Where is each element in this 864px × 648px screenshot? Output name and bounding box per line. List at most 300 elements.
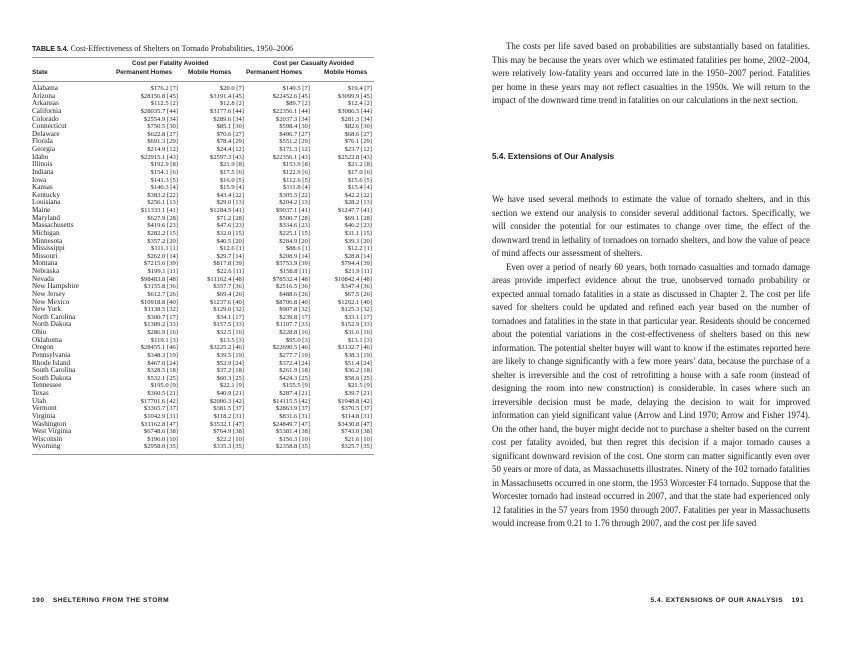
cell-casualty-permanent: $153.9 [8] — [282, 161, 310, 169]
cell-casualty-permanent: $500.7 [28] — [279, 214, 310, 222]
cell-state: South Carolina — [32, 366, 76, 375]
cell-casualty-mobile: $3099.9 [45] — [337, 92, 372, 100]
cell-state: California — [32, 106, 62, 115]
cell-fatality-permanent: $214.9 [12] — [147, 146, 178, 153]
cell-fatality-mobile: $32.5 [16] — [216, 329, 244, 336]
cell-fatality-mobile: $3532.1 [47] — [209, 420, 244, 428]
table-row — [32, 245, 374, 253]
cell-casualty-permanent: $5381.4 [38] — [275, 428, 310, 436]
col-header-fatality-mobile: Mobile Homes — [188, 69, 232, 76]
cell-casualty-permanent: $2037.3 [34] — [275, 115, 310, 123]
cell-casualty-mobile: $114.8 [31] — [341, 412, 372, 420]
cell-state: Kentucky — [32, 190, 60, 199]
cell-state: Louisiana — [32, 198, 61, 207]
cell-casualty-mobile: $17.0 [6] — [347, 168, 372, 176]
cell-fatality-mobile: $129.0 [32] — [213, 306, 244, 314]
table-row — [32, 100, 374, 108]
body-block-1 — [492, 40, 810, 108]
cell-state: New Mexico — [32, 297, 70, 306]
table-row — [32, 405, 374, 413]
cell-casualty-mobile: $39.7 [21] — [344, 390, 372, 397]
cell-casualty-permanent: $424.3 [25] — [279, 374, 310, 382]
cell-casualty-mobile: $58.6 [25] — [344, 374, 372, 382]
col-header-fatality-permanent: Permanent Homes — [116, 69, 173, 76]
cell-casualty-permanent: $22452.6 [45] — [272, 92, 310, 100]
section-heading: 5.4. Extensions of Our Analysis — [492, 152, 615, 161]
cell-casualty-permanent: $140.5 [7] — [282, 85, 310, 92]
cell-state: Iowa — [32, 175, 47, 184]
table-row — [32, 268, 374, 276]
cell-casualty-permanent: $496.7 [27] — [279, 130, 310, 138]
table-row — [32, 382, 374, 390]
cell-fatality-mobile: $15.9 [4] — [219, 184, 244, 192]
table-5-4 — [32, 44, 374, 455]
table-row — [32, 352, 374, 360]
group-header-casualty: Cost per Casualty Avoided — [273, 60, 354, 67]
cell-casualty-mobile: $33.1 [17] — [344, 313, 372, 321]
table-row — [32, 413, 374, 421]
cell-casualty-permanent: $155.5 [9] — [282, 382, 310, 390]
cell-casualty-mobile: $19.4 [7] — [347, 85, 372, 92]
cell-casualty-permanent: $9037.1 [41] — [275, 207, 310, 214]
cell-fatality-permanent: $195.0 [9] — [150, 382, 178, 390]
cell-fatality-mobile: $13.5 [3] — [219, 336, 244, 344]
cell-fatality-permanent: $111.1 [1] — [151, 245, 178, 253]
cell-fatality-permanent: $10918.8 [40] — [140, 298, 178, 306]
cell-casualty-permanent: $598.4 [30] — [279, 123, 310, 131]
cell-state: Mississippi — [32, 244, 65, 253]
cell-casualty-mobile: $67.5 [26] — [344, 290, 372, 298]
cell-fatality-permanent: $691.3 [29] — [147, 138, 178, 146]
table-row — [32, 230, 374, 238]
cell-state: Maryland — [32, 213, 60, 222]
cell-state: New York — [32, 305, 62, 314]
table-row — [32, 375, 374, 383]
table-row — [32, 421, 374, 429]
col-header-casualty-permanent: Permanent Homes — [246, 69, 303, 76]
cell-fatality-permanent: $192.9 [8] — [150, 161, 178, 169]
cell-casualty-mobile: $794.4 [39] — [341, 260, 372, 268]
cell-fatality-mobile: $43.4 [22] — [216, 191, 244, 199]
cell-fatality-permanent: $262.0 [14] — [147, 252, 178, 260]
cell-casualty-mobile: $325.7 [35] — [341, 443, 372, 451]
cell-fatality-permanent: $28156.8 [45] — [140, 92, 178, 100]
table-row — [32, 344, 374, 352]
cell-fatality-permanent: $622.8 [27] — [147, 130, 178, 138]
table-row — [32, 177, 374, 185]
cell-state: Indiana — [32, 167, 54, 176]
cell-fatality-mobile: $78.4 [29] — [216, 138, 244, 146]
cell-casualty-permanent: $95.0 [3] — [285, 336, 310, 344]
table-row — [32, 283, 374, 291]
cell-casualty-permanent: $287.4 [21] — [279, 390, 310, 397]
cell-fatality-mobile: $24.4 [12] — [216, 146, 244, 153]
cell-casualty-mobile: $743.0 [38] — [341, 428, 372, 436]
cell-casualty-mobile: $46.2 [23] — [344, 222, 372, 230]
cell-casualty-permanent: $831.6 [31] — [279, 412, 310, 420]
cell-fatality-mobile: $817.8 [39] — [213, 260, 244, 268]
table-row — [32, 291, 374, 299]
cell-casualty-mobile: $21.9 [11] — [344, 268, 372, 275]
cell-casualty-mobile: $3430.8 [47] — [337, 420, 372, 428]
cell-casualty-mobile: $3086.5 [44] — [337, 107, 372, 115]
table-row — [32, 436, 374, 444]
cell-fatality-permanent: $119.1 [3] — [150, 336, 178, 344]
table-row — [32, 398, 374, 406]
cell-fatality-mobile: $157.5 [33] — [213, 321, 244, 329]
cell-state: Virginia — [32, 411, 56, 420]
table-row — [32, 260, 374, 268]
cell-fatality-mobile: $29.0 [13] — [216, 199, 244, 207]
cell-fatality-mobile: $22.2 [10] — [216, 435, 244, 443]
cell-fatality-permanent: $28455.1 [46] — [140, 344, 178, 352]
cell-fatality-permanent: $467.0 [24] — [147, 359, 178, 367]
cell-casualty-mobile: $152.9 [33] — [341, 321, 372, 329]
cell-casualty-mobile: $21.5 [9] — [347, 382, 372, 390]
cell-casualty-permanent: $22690.5 [46] — [272, 344, 310, 352]
cell-casualty-permanent: $78532.4 [48] — [272, 275, 310, 283]
cell-fatality-mobile: $29.7 [14] — [216, 252, 244, 260]
cell-casualty-mobile: $28.2 [13] — [344, 199, 372, 207]
cell-fatality-permanent: $1138.5 [32] — [144, 306, 178, 314]
cell-casualty-permanent: $22356.1 [44] — [272, 107, 310, 115]
cell-fatality-mobile: $118.2 [31] — [213, 412, 244, 420]
cell-casualty-permanent: $156.3 [10] — [279, 435, 310, 443]
table-row — [32, 116, 374, 124]
table-row — [32, 222, 374, 230]
table-row — [32, 329, 374, 337]
cell-casualty-mobile: $38.3 [19] — [344, 351, 372, 359]
cell-fatality-mobile: $3177.6 [44] — [209, 107, 244, 115]
table-row — [32, 367, 374, 375]
table-caption — [32, 44, 374, 54]
cell-state: Idaho — [32, 152, 49, 161]
cell-state: Oregon — [32, 343, 54, 352]
cell-casualty-mobile: $3132.7 [46] — [337, 344, 372, 352]
cell-fatality-mobile: $60.3 [25] — [216, 374, 244, 382]
cell-fatality-mobile: $16.0 [5] — [219, 176, 244, 184]
cell-state: Arkansas — [32, 99, 59, 108]
cell-fatality-permanent: $140.3 [4] — [150, 184, 178, 192]
body-block-2 — [492, 193, 810, 531]
table-row — [32, 154, 374, 162]
cell-casualty-permanent: $22356.1 [43] — [272, 153, 310, 161]
cell-state: Georgia — [32, 145, 56, 153]
cell-fatality-mobile: $22.6 [11] — [216, 268, 244, 275]
cell-casualty-permanent: $284.9 [20] — [279, 237, 310, 245]
cell-state: Oklahoma — [32, 335, 62, 344]
cell-fatality-permanent: $612.7 [26] — [147, 290, 178, 298]
cell-fatality-mobile: $37.2 [18] — [216, 367, 244, 375]
cell-state: North Carolina — [32, 312, 76, 321]
cell-casualty-mobile: $21.6 [10] — [344, 435, 372, 443]
cell-casualty-mobile: $10842.4 [48] — [334, 275, 372, 283]
cell-casualty-permanent: $171.3 [12] — [279, 146, 310, 153]
left-running-head: SHELTERING FROM THE STORM — [52, 597, 170, 604]
cell-fatality-permanent: $2554.9 [34] — [143, 115, 178, 123]
cell-fatality-mobile: $39.5 [19] — [216, 351, 244, 359]
table-header — [32, 60, 374, 79]
cell-state: Ohio — [32, 328, 47, 336]
table-row — [32, 131, 374, 139]
cell-fatality-permanent: $22915.1 [43] — [140, 153, 178, 161]
cell-casualty-mobile: $42.2 [22] — [344, 191, 372, 199]
cell-fatality-permanent: $199.1 [11] — [147, 268, 178, 275]
cell-fatality-permanent: $6748.6 [38] — [143, 428, 178, 436]
cell-state: Connecticut — [32, 122, 67, 131]
cell-casualty-permanent: $112.6 [5] — [282, 176, 310, 184]
left-page-number: 190 — [32, 597, 45, 604]
cell-fatality-permanent: $112.5 [2] — [150, 100, 178, 108]
cell-casualty-permanent: $111.8 [4] — [283, 184, 310, 192]
cell-fatality-mobile: $70.6 [27] — [216, 130, 244, 138]
table-row — [32, 93, 374, 101]
cell-state: Maine — [32, 206, 51, 214]
cell-fatality-permanent: $282.2 [15] — [147, 229, 178, 237]
cell-fatality-mobile: $1284.5 [41] — [209, 207, 244, 214]
table-row — [32, 207, 374, 215]
cell-fatality-mobile: $335.3 [35] — [213, 443, 244, 451]
cell-casualty-mobile: $68.6 [27] — [344, 130, 372, 138]
table-row — [32, 314, 374, 322]
cell-fatality-mobile: $85.1 [30] — [216, 123, 244, 131]
cell-fatality-permanent: $7215.6 [39] — [143, 260, 178, 268]
cell-fatality-mobile: $3225.2 [46] — [209, 344, 244, 352]
cell-fatality-permanent: $286.9 [16] — [147, 329, 178, 336]
col-header-casualty-mobile: Mobile Homes — [324, 69, 368, 76]
cell-casualty-mobile: $28.8 [14] — [344, 252, 372, 260]
cell-fatality-permanent: $419.6 [23] — [147, 222, 178, 230]
cell-fatality-permanent: $300.7 [17] — [147, 313, 178, 321]
table-row — [32, 215, 374, 223]
table-row — [32, 428, 374, 436]
table-top-rule — [32, 57, 374, 58]
cell-casualty-mobile: $82.6 [30] — [344, 123, 372, 131]
cell-casualty-permanent: $2863.9 [37] — [275, 405, 310, 413]
cell-fatality-permanent: $1042.9 [31] — [143, 412, 178, 420]
cell-state: Pennsylvania — [32, 350, 71, 359]
cell-fatality-mobile: $40.5 [20] — [216, 237, 244, 245]
cell-state: Missouri — [32, 251, 58, 260]
cell-fatality-permanent: $750.5 [30] — [147, 123, 178, 131]
cell-casualty-permanent: $225.1 [15] — [279, 229, 310, 237]
cell-fatality-mobile: $1237.6 [40] — [209, 298, 244, 306]
cell-casualty-mobile: $13.1 [3] — [347, 336, 372, 344]
cell-casualty-mobile: $370.5 [37] — [341, 405, 372, 413]
paragraph-3: Even over a period of nearly 60 years, both tornado casualties and tornado damage areas provide imperfect evidence about the true, unobserved tornado probability or expected annual tornado fatalities in a state as discussed in Chapter 2. The cost per life saved for shelters could be updated and refined each year based on the number of tornadoes and fatalities in the state in that particular year. Residents should be concerned about the potential variations in the cost-effectiveness of shelters based on this new information. The potential shelter buyer will want to know if the estimates reported here are likely to change significantly with a few more years’ data, because the purchase of a shelter is irreversible and the cost of retrofitting a house with a safe room (instead of designing the room into new construction) is considerable. In cases where such an irreversible decision must be made, delaying the decision to wait for improved information can yield significant value (Arrow and Lind 1970; Arrow and Fisher 1974). On the other hand, the buyer might decide not to purchase a shelter based on the current cost per fatality avoided, but then regret this decision if a major tornado causes a significant downward revision of the cost. One storm can matter significantly even over 50 years or more of data, as Massachusetts illustrates. Ninety of the 102 tornado fatalities in Massachusetts occurred in one storm, the 1953 Worcester F4 tornado. Suppose that the Worcester tornado had instead occurred in 2007, and that the state had experienced only 12 fatalities in the 57 years from 1950 through 2007. Fatalities per year in Massachusetts would increase from 0.21 to 1.76 through 2007, and the cost per life saved — [492, 261, 810, 528]
cell-casualty-permanent: $89.7 [2] — [285, 100, 310, 108]
cell-fatality-mobile: $52.9 [24] — [216, 359, 244, 367]
cell-fatality-mobile: $11162.4 [48] — [207, 275, 244, 283]
cell-fatality-mobile: $381.5 [37] — [213, 405, 244, 413]
group-header-fatality: Cost per Fatality Avoided — [132, 60, 209, 67]
cell-casualty-mobile: $1202.1 [40] — [337, 298, 372, 306]
cell-state: Vermont — [32, 404, 57, 413]
cell-casualty-mobile: $281.3 [34] — [341, 115, 372, 123]
table-bottom-rule — [32, 454, 374, 455]
cell-casualty-mobile: $31.1 [15] — [344, 229, 372, 237]
cell-fatality-permanent: $141.3 [5] — [150, 176, 178, 184]
cell-casualty-permanent: $24849.7 [47] — [272, 420, 310, 428]
cell-fatality-permanent: $31162.8 [47] — [140, 420, 178, 428]
cell-state: Michigan — [32, 228, 60, 237]
cell-fatality-permanent: $328.5 [18] — [147, 367, 178, 375]
table-row — [32, 390, 374, 398]
cell-fatality-mobile: $2597.3 [43] — [209, 153, 244, 161]
cell-fatality-permanent: $348.3 [19] — [147, 351, 178, 359]
table-row — [32, 108, 374, 116]
cell-state: Arizona — [32, 91, 56, 100]
cell-fatality-permanent: $2958.0 [35] — [143, 443, 178, 451]
cell-state: Massachusetts — [32, 221, 74, 230]
table-row — [32, 161, 374, 169]
cell-fatality-mobile: $20.0 [7] — [219, 85, 244, 92]
cell-fatality-permanent: $196.0 [10] — [147, 435, 178, 443]
cell-fatality-mobile: $12.6 [1] — [219, 245, 244, 253]
cell-casualty-mobile: $2522.8 [43] — [337, 153, 372, 161]
table-row — [32, 337, 374, 345]
table-row — [32, 85, 374, 93]
cell-state: Rhode Island — [32, 358, 71, 367]
cell-casualty-permanent: $239.8 [17] — [279, 313, 310, 321]
paragraph-2: We have used several methods to estimate the value of tornado shelters, and in this section we extend our analysis to consider several additional factors. Specifically, we will consider the potential for our estimates to change over time, the effect of the downward trend in lethality of tornadoes on tornado shelters, and how the value of peace of mind affects our assessment of shelters. — [492, 194, 810, 258]
cell-fatality-mobile: $3191.4 [45] — [209, 92, 244, 100]
cell-state: Kansas — [32, 183, 53, 192]
cell-state: Wyoming — [32, 442, 61, 451]
cell-fatality-permanent: $154.1 [6] — [150, 168, 178, 176]
cell-fatality-mobile: $71.2 [28] — [216, 214, 244, 222]
cell-state: Delaware — [32, 129, 60, 138]
cell-fatality-mobile: $22.1 [9] — [219, 382, 244, 390]
cell-state: Illinois — [32, 160, 53, 169]
cell-casualty-permanent: $228.8 [16] — [279, 329, 310, 336]
cell-casualty-mobile: $15.4 [4] — [347, 184, 372, 192]
table-header-rule — [32, 81, 374, 82]
cell-casualty-permanent: $551.2 [29] — [279, 138, 310, 146]
cell-state: Minnesota — [32, 236, 63, 245]
table-row — [32, 199, 374, 207]
table-row — [32, 253, 374, 261]
table-label: TABLE 5.4. — [32, 44, 69, 53]
paragraph-1: The costs per life saved based on probabilities are substantially based on fatalities. This may be because the years over which we estimated fatalities per home, 2002–2004, were relatively low-fatality years and occurred late in the 1950–2007 period. Fatalities per home in these years may not reflect casualties in the 1950s. We will return to the impact of the downward time trend in fatalities on our calculations in the next section. — [492, 41, 810, 105]
cell-casualty-mobile: $76.1 [29] — [344, 138, 372, 146]
cell-casualty-mobile: $69.1 [28] — [344, 214, 372, 222]
cell-fatality-permanent: $3155.8 [36] — [143, 283, 178, 291]
cell-state: Tennessee — [32, 381, 62, 390]
table-row — [32, 192, 374, 200]
cell-state: New Jersey — [32, 289, 66, 298]
col-header-state: State — [32, 69, 48, 76]
cell-casualty-mobile: $39.3 [20] — [344, 237, 372, 245]
cell-fatality-mobile: $47.6 [23] — [216, 222, 244, 230]
cell-casualty-permanent: $1107.7 [33] — [276, 321, 310, 329]
cell-fatality-permanent: $256.1 [13] — [147, 199, 178, 207]
cell-casualty-permanent: $305.5 [22] — [279, 191, 310, 199]
cell-casualty-mobile: $51.4 [24] — [344, 359, 372, 367]
right-page-number: 191 — [791, 597, 804, 604]
cell-fatality-mobile: $40.9 [21] — [216, 390, 244, 397]
cell-state: Nebraska — [32, 267, 60, 275]
cell-casualty-permanent: $14115.5 [42] — [272, 397, 310, 405]
cell-fatality-permanent: $532.1 [25] — [147, 374, 178, 382]
cell-casualty-mobile: $15.6 [5] — [347, 176, 372, 184]
cell-casualty-mobile: $21.2 [8] — [347, 161, 372, 169]
table-body — [32, 85, 374, 451]
cell-state: Nevada — [32, 274, 54, 283]
cell-fatality-permanent: $627.9 [28] — [147, 214, 178, 222]
cell-fatality-mobile: $17.5 [6] — [219, 168, 244, 176]
table-row — [32, 443, 374, 451]
cell-fatality-permanent: $1389.2 [33] — [143, 321, 178, 329]
table-title: Cost-Effectiveness of Shelters on Tornado Probabilities, 1950–2006 — [70, 44, 294, 53]
cell-fatality-permanent: $11333.1 [41] — [140, 207, 178, 214]
cell-state: Washington — [32, 419, 67, 428]
cell-casualty-permanent: $122.9 [6] — [282, 168, 310, 176]
table-row — [32, 169, 374, 177]
cell-casualty-mobile: $1948.8 [42] — [337, 397, 372, 405]
table-row — [32, 306, 374, 314]
cell-fatality-mobile: $357.7 [36] — [213, 283, 244, 291]
cell-casualty-mobile: $347.4 [36] — [341, 283, 372, 291]
table-row — [32, 360, 374, 368]
table-row — [32, 123, 374, 131]
cell-casualty-permanent: $334.6 [23] — [279, 222, 310, 230]
cell-casualty-mobile: $23.7 [12] — [344, 146, 372, 153]
cell-state: Florida — [32, 137, 53, 146]
cell-fatality-mobile: $32.0 [15] — [216, 229, 244, 237]
cell-casualty-mobile: $12.4 [2] — [347, 100, 372, 108]
table-row — [32, 138, 374, 146]
cell-state: South Dakota — [32, 373, 72, 382]
cell-casualty-mobile: $12.2 [1] — [347, 245, 372, 253]
cell-state: Utah — [32, 396, 46, 405]
cell-state: New Hampshire — [32, 282, 79, 291]
cell-casualty-mobile: $125.3 [32] — [341, 306, 372, 314]
cell-fatality-permanent: $357.2 [20] — [147, 237, 178, 245]
cell-casualty-permanent: $907.8 [32] — [279, 306, 310, 314]
cell-fatality-mobile: $764.9 [38] — [213, 428, 244, 436]
left-folio — [32, 597, 169, 604]
cell-casualty-permanent: $261.9 [18] — [279, 367, 310, 375]
table-row — [32, 184, 374, 192]
cell-casualty-permanent: $372.4 [24] — [279, 359, 310, 367]
cell-casualty-mobile: $36.2 [18] — [344, 367, 372, 375]
table-row — [32, 299, 374, 307]
cell-fatality-permanent: $98483.8 [48] — [140, 275, 178, 283]
cell-casualty-permanent: $208.9 [14] — [279, 252, 310, 260]
cell-casualty-permanent: $88.6 [1] — [285, 245, 310, 253]
table-row — [32, 146, 374, 154]
cell-fatality-permanent: $28035.7 [44] — [140, 107, 178, 115]
cell-casualty-permanent: $204.2 [13] — [279, 199, 310, 207]
cell-casualty-permanent: $5753.9 [39] — [275, 260, 310, 268]
cell-casualty-mobile: $1247.7 [41] — [337, 207, 372, 214]
cell-state: Alabama — [32, 84, 58, 92]
cell-casualty-permanent: $8706.8 [40] — [275, 298, 310, 306]
cell-casualty-mobile: $31.6 [16] — [344, 329, 372, 336]
cell-casualty-permanent: $2358.8 [35] — [275, 443, 310, 451]
cell-fatality-permanent: $360.5 [21] — [147, 390, 178, 397]
cell-fatality-mobile: $34.1 [17] — [216, 313, 244, 321]
cell-fatality-mobile: $69.4 [26] — [216, 290, 244, 298]
cell-casualty-permanent: $488.6 [26] — [279, 290, 310, 298]
cell-fatality-permanent: $176.2 [7] — [150, 85, 178, 92]
cell-state: North Dakota — [32, 320, 72, 329]
table-row — [32, 276, 374, 284]
right-page — [432, 0, 864, 648]
cell-fatality-permanent: $3365.7 [37] — [143, 405, 178, 413]
cell-fatality-mobile: $12.8 [2] — [219, 100, 244, 108]
